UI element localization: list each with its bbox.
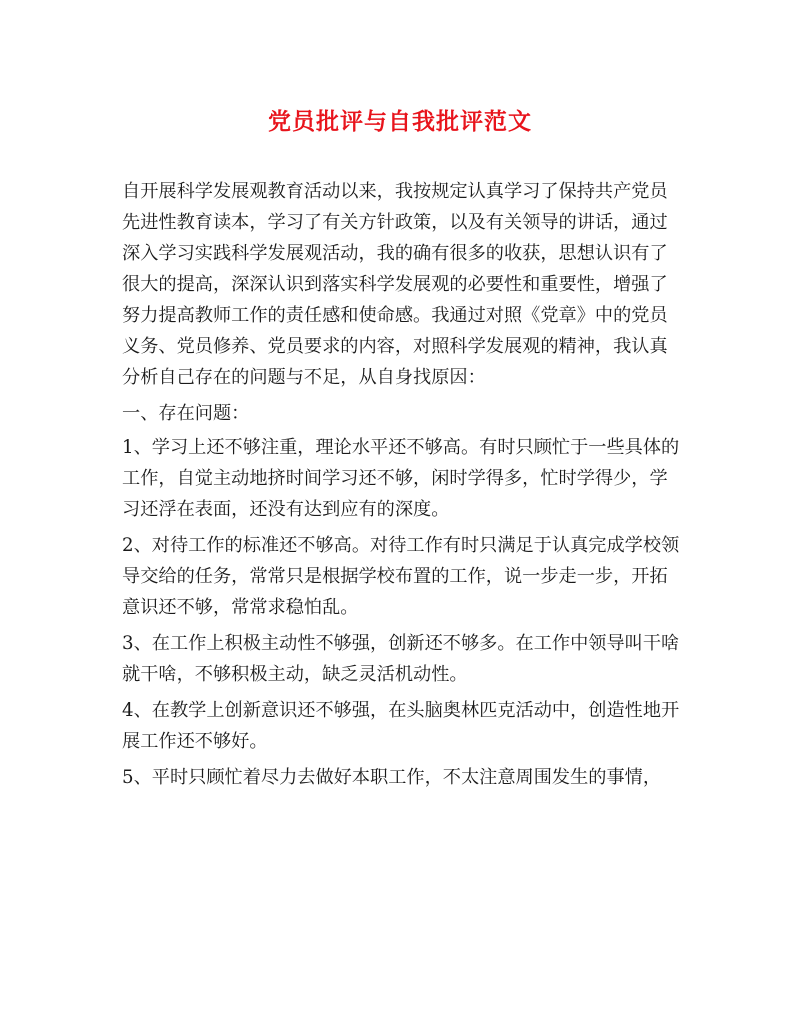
document-body bbox=[122, 176, 682, 798]
problem-item-4: 4、在教学上创新意识还不够强，在头脑奥林匹克活动中，创造性地开展工作还不够好。 bbox=[122, 700, 680, 752]
problem-item-5: 5、平时只顾忙着尽力去做好本职工作，不太注意周围发生的事情， bbox=[122, 767, 662, 788]
document-title: 党员批评与自我批评范文 bbox=[268, 108, 532, 135]
section-heading-problems: 一、存在问题： bbox=[122, 403, 250, 424]
problem-item-1: 1、学习上还不够注重，理论水平还不够高。有时只顾忙于一些具体的工作，自觉主动地挤时间学习还不够，闲时学得多，忙时学得少，学习还浮在表面，还没有达到应有的深度。 bbox=[122, 437, 680, 520]
problem-item-3: 3、在工作上积极主动性不够强，创新还不够多。在工作中领导叫干啥就干啥，不够积极主动，缺乏灵活机动性。 bbox=[122, 633, 680, 685]
problem-item-2: 2、对待工作的标准还不够高。对待工作有时只满足于认真完成学校领导交给的任务，常常只是根据学校布置的工作，说一步走一步，开拓意识还不够，常常求稳怕乱。 bbox=[122, 535, 680, 618]
intro-paragraph: 自开展科学发展观教育活动以来，我按规定认真学习了保持共产党员先进性教育读本，学习了有关方针政策，以及有关领导的讲话，通过深入学习实践科学发展观活动，我的确有很多的收获，思想认识有了很大的提高，深深认识到落实科学发展观的必要性和重要性，增强了努力提高教师工作的责任感和使命感。我通过对照《党章》中的党员义务、党员修养、党员要求的内容，对照科学发展观的精神，我认真分析自己存在的问题与不足，从自身找原因： bbox=[122, 181, 668, 388]
